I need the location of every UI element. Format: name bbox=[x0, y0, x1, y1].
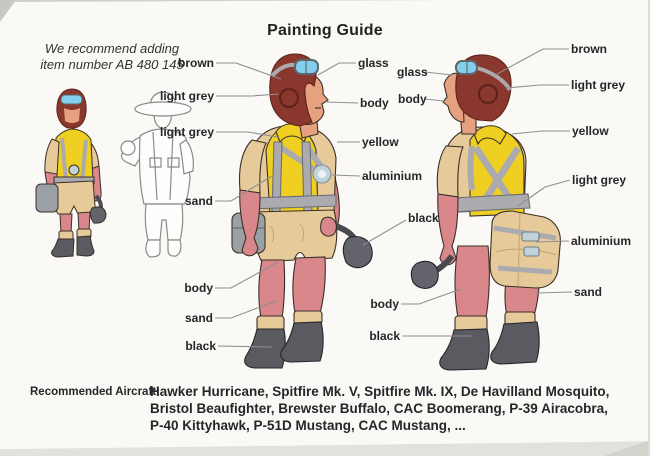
leader-line-light-grey-2 bbox=[216, 132, 277, 137]
recommended-aircraft-label: Recommended Aircraft: bbox=[30, 386, 160, 398]
note-line-1: We recommend adding bbox=[44, 41, 180, 56]
callout-label-light-grey-17: light grey bbox=[572, 173, 627, 187]
callout-label-brown-0: brown bbox=[178, 56, 214, 70]
callout-label-aluminium-18: aluminium bbox=[571, 234, 632, 248]
callout-label-yellow-16: yellow bbox=[572, 124, 609, 138]
leader-line-light-grey-1 bbox=[216, 94, 278, 96]
leader-line-light-grey-17 bbox=[518, 180, 570, 206]
aircraft-line-1: Hawker Hurricane, Spitfire Mk. V, Spitfire Mk. IX, De Havilland Mosquito, bbox=[150, 384, 610, 399]
leader-line-aluminium-10 bbox=[332, 175, 360, 176]
callout-label-black-21: black bbox=[369, 329, 400, 343]
leader-line-black-6 bbox=[218, 346, 272, 347]
callout-label-body-20: body bbox=[370, 297, 399, 311]
callout-label-light-grey-1: light grey bbox=[159, 89, 214, 103]
aircraft-line-3: P-40 Kittyhawk, P-51D Mustang, CAC Mustang, ... bbox=[150, 418, 466, 433]
callout-label-light-grey-2: light grey bbox=[159, 125, 214, 139]
callout-label-sand-5: sand bbox=[184, 311, 213, 325]
callout-label-glass-12: glass bbox=[397, 65, 428, 79]
callout-label-sand-3: sand bbox=[184, 194, 213, 208]
callout-label-body-8: body bbox=[360, 96, 389, 110]
callout-label-brown-14: brown bbox=[571, 42, 607, 56]
callout-label-glass-7: glass bbox=[358, 56, 389, 70]
callout-label-yellow-9: yellow bbox=[362, 135, 399, 149]
leader-line-brown-14 bbox=[497, 49, 569, 74]
leader-line-glass-12 bbox=[425, 72, 452, 75]
leader-line-sand-5 bbox=[215, 301, 276, 318]
leader-line-body-4 bbox=[215, 262, 278, 288]
leader-line-yellow-16 bbox=[512, 131, 570, 134]
leader-line-light-grey-15 bbox=[506, 85, 569, 88]
callout-label-sand-19: sand bbox=[574, 285, 603, 299]
note-line-2: item number AB 480 145 bbox=[40, 57, 184, 72]
page-title: Painting Guide bbox=[267, 22, 383, 39]
leader-line-brown-0 bbox=[216, 63, 281, 79]
leader-line-black-11 bbox=[363, 220, 406, 245]
leader-line-body-13 bbox=[425, 99, 444, 101]
callout-label-light-grey-15: light grey bbox=[571, 78, 626, 92]
callout-label-black-6: black bbox=[185, 339, 216, 353]
leader-line-glass-7 bbox=[318, 63, 356, 75]
leader-line-sand-3 bbox=[215, 176, 272, 201]
callout-label-aluminium-10: aluminium bbox=[362, 169, 423, 183]
leader-line-sand-19 bbox=[536, 292, 572, 293]
callout-label-body-4: body bbox=[184, 281, 213, 295]
leader-line-body-20 bbox=[401, 289, 461, 304]
aircraft-line-2: Bristol Beaufighter, Brewster Buffalo, CAC Boomerang, P-39 Airacobra, bbox=[150, 401, 608, 416]
callout-label-body-13: body bbox=[398, 92, 427, 106]
leader-line-body-8 bbox=[325, 102, 358, 103]
leader-line-aluminium-18 bbox=[536, 241, 569, 242]
callout-label-black-11: black bbox=[408, 211, 439, 225]
